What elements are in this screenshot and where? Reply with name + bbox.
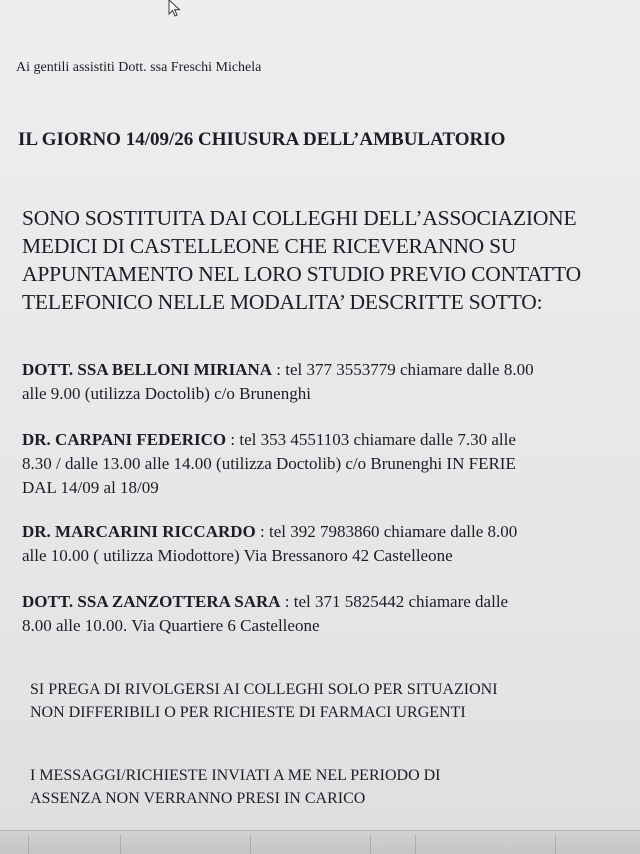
notice-line: I MESSAGGI/RICHIESTE INVIATI A ME NEL PERIODO DI <box>30 767 441 784</box>
doctor-details: alle 10.00 ( utilizza Miodottore) Via Bressanoro 42 Castelleone <box>22 546 453 565</box>
doctor-details: 8.30 / dalle 13.00 alle 14.00 (utilizza Doctolib) c/o Brunenghi IN FERIE <box>22 454 516 473</box>
urgent-notice <box>30 678 498 724</box>
bar-divider <box>370 835 371 854</box>
bar-divider <box>28 835 29 854</box>
substitute-notice <box>22 204 581 316</box>
notice-line: NON DIFFERIBILI O PER RICHIESTE DI FARMACI URGENTI <box>30 704 466 721</box>
bar-divider <box>555 835 556 854</box>
substitute-line: APPUNTAMENTO NEL LORO STUDIO PREVIO CONTATTO <box>22 262 581 286</box>
doctor-name: DR. MARCARINI RICCARDO <box>22 522 256 541</box>
doctor-contact: : tel 392 7983860 chiamare dalle 8.00 <box>255 522 518 541</box>
doctor-entry-zanzottera <box>22 590 508 638</box>
greeting-line: Ai gentili assistiti Dott. ssa Freschi Michela <box>16 60 262 75</box>
doctor-details: alle 9.00 (utilizza Doctolib) c/o Brunenghi <box>22 384 311 403</box>
doctor-name: DOTT. SSA ZANZOTTERA SARA <box>22 592 281 611</box>
doctor-name: DOTT. SSA BELLONI MIRIANA <box>22 360 273 379</box>
messages-notice <box>30 764 441 810</box>
doctor-contact: : tel 377 3553779 chiamare dalle 8.00 <box>272 360 534 379</box>
mouse-pointer-icon <box>168 0 184 18</box>
doctor-entry-carpani <box>22 428 516 500</box>
doctor-name: DR. CARPANI FEDERICO <box>22 430 227 449</box>
substitute-line: SONO SOSTITUITA DAI COLLEGHI DELL’ASSOCIAZIONE <box>22 206 577 230</box>
window-bottom-bar <box>0 830 640 854</box>
substitute-line: TELEFONICO NELLE MODALITA’ DESCRITTE SOTTO: <box>22 290 543 314</box>
notice-line: SI PREGA DI RIVOLGERSI AI COLLEGHI SOLO PER SITUAZIONI <box>30 681 498 698</box>
closure-title: IL GIORNO 14/09/26 CHIUSURA DELL’AMBULATORIO <box>18 129 506 150</box>
doctor-holiday: DAL 14/09 al 18/09 <box>22 478 159 497</box>
doctor-details: 8.00 alle 10.00. Via Quartiere 6 Castelleone <box>22 616 320 635</box>
doctor-contact: : tel 353 4551103 chiamare dalle 7.30 alle <box>226 430 516 449</box>
doctor-entry-belloni <box>22 358 534 406</box>
bar-divider <box>415 835 416 854</box>
bar-divider <box>250 835 251 854</box>
substitute-line: MEDICI DI CASTELLEONE CHE RICEVERANNO SU <box>22 234 517 258</box>
doctor-entry-marcarini <box>22 520 517 568</box>
notice-line: ASSENZA NON VERRANNO PRESI IN CARICO <box>30 790 366 807</box>
doctor-contact: : tel 371 5825442 chiamare dalle <box>280 592 509 611</box>
bar-divider <box>120 835 121 854</box>
